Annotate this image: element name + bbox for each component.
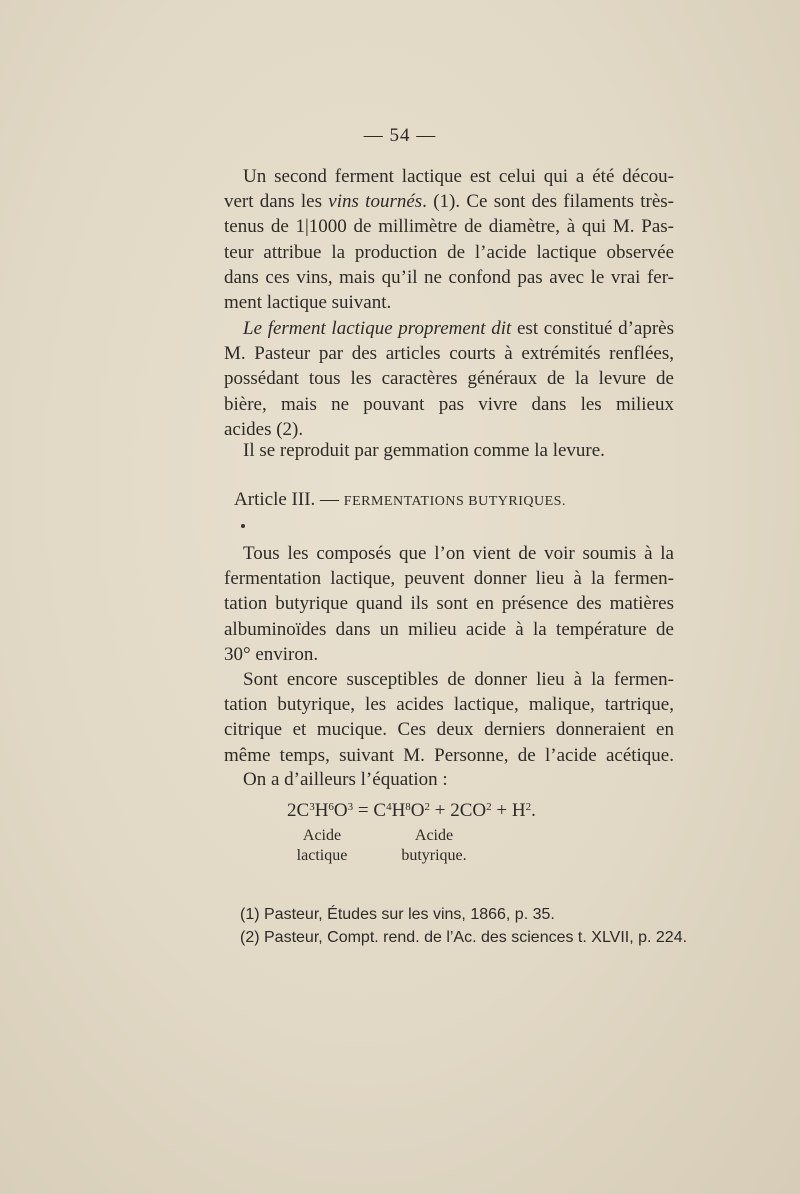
ink-speck — [241, 524, 245, 528]
text-line: Le ferment lactique proprement dit est constitué d’après — [243, 318, 674, 339]
article-heading — [0, 489, 800, 511]
text-line: possédant tous les caractères généraux de la levure de — [224, 368, 674, 390]
label-lactic-acid: Acide lactique — [296, 827, 348, 864]
paragraph-lactic-ferment — [224, 316, 674, 442]
text-line: Tous les composés que l’on vient de voir soumis à la — [243, 543, 674, 564]
text-line: On a d’ailleurs l’équation : — [243, 769, 448, 790]
text-line: M. Pasteur par des articles courts à extrémités renflées, — [224, 343, 674, 365]
page-number: — 54 — — [363, 125, 437, 146]
text-line: citrique et mucique. Ces deux derniers donneraient en — [224, 719, 674, 741]
text-line: Il se reproduit par gemmation comme la levure. — [243, 440, 605, 461]
paragraph-reproduction — [224, 438, 674, 463]
paragraph-second-ferment — [224, 164, 674, 315]
article-number: Article III. — — [234, 489, 340, 510]
paragraph-equation-intro — [224, 767, 674, 792]
text-line: dans ces vins, mais qu’il ne confond pas avec le vrai fer- — [224, 266, 674, 288]
paragraph-susceptible — [224, 667, 674, 768]
text-line: Un second ferment lactique est celui qui a été décou- — [243, 166, 674, 187]
text-line: acides (2). — [224, 418, 304, 440]
chemical-equation: $2C^3H^6O^3 = C^4H^8O^2 + 2CO^2 + H^2$. — [287, 800, 536, 821]
paragraph-compounds — [224, 541, 674, 667]
italic-phrase: vins tournés — [328, 191, 423, 213]
footnote-2: (2) Pasteur, Compt. rend. de l’Ac. des sciences t. XLVII, p. 224. — [240, 929, 688, 946]
text-line: même temps, suivant M. Personne, de l’acide acétique. — [224, 744, 674, 766]
label-butyric-acid: Acide butyrique. — [401, 827, 467, 864]
text-line: tation butyrique, les acides lactique, malique, tartrique, — [224, 694, 674, 716]
text-line: albuminoïdes dans un milieu acide à la température de — [224, 618, 674, 640]
text-line: 30° environ. — [224, 643, 319, 665]
footnote-1: (1) Pasteur, Études sur les vins, 1866, p. 35. — [240, 906, 555, 923]
italic-phrase: Le ferment lactique proprement dit — [243, 318, 512, 339]
text-line: teur attribue la production de l’acide lactique observée — [224, 241, 674, 263]
text-line: bière, mais ne pouvant pas vivre dans les milieux — [224, 393, 674, 415]
text-line: tenus de 1|1000 de millimètre de diamètre, à qui M. Pas- — [224, 216, 674, 238]
text-line: vert dans les vins tournés. (1). Ce sont des filaments très- — [224, 191, 674, 213]
text-line: ment lactique suivant. — [224, 292, 392, 314]
text-line: tation butyrique quand ils sont en présence des matières — [224, 593, 674, 615]
text-line: Sont encore susceptibles de donner lieu à la fermen- — [243, 669, 674, 690]
text-line: fermentation lactique, peuvent donner lieu à la fermen- — [224, 568, 674, 590]
article-title: FERMENTATIONS BUTYRIQUES. — [343, 494, 566, 509]
